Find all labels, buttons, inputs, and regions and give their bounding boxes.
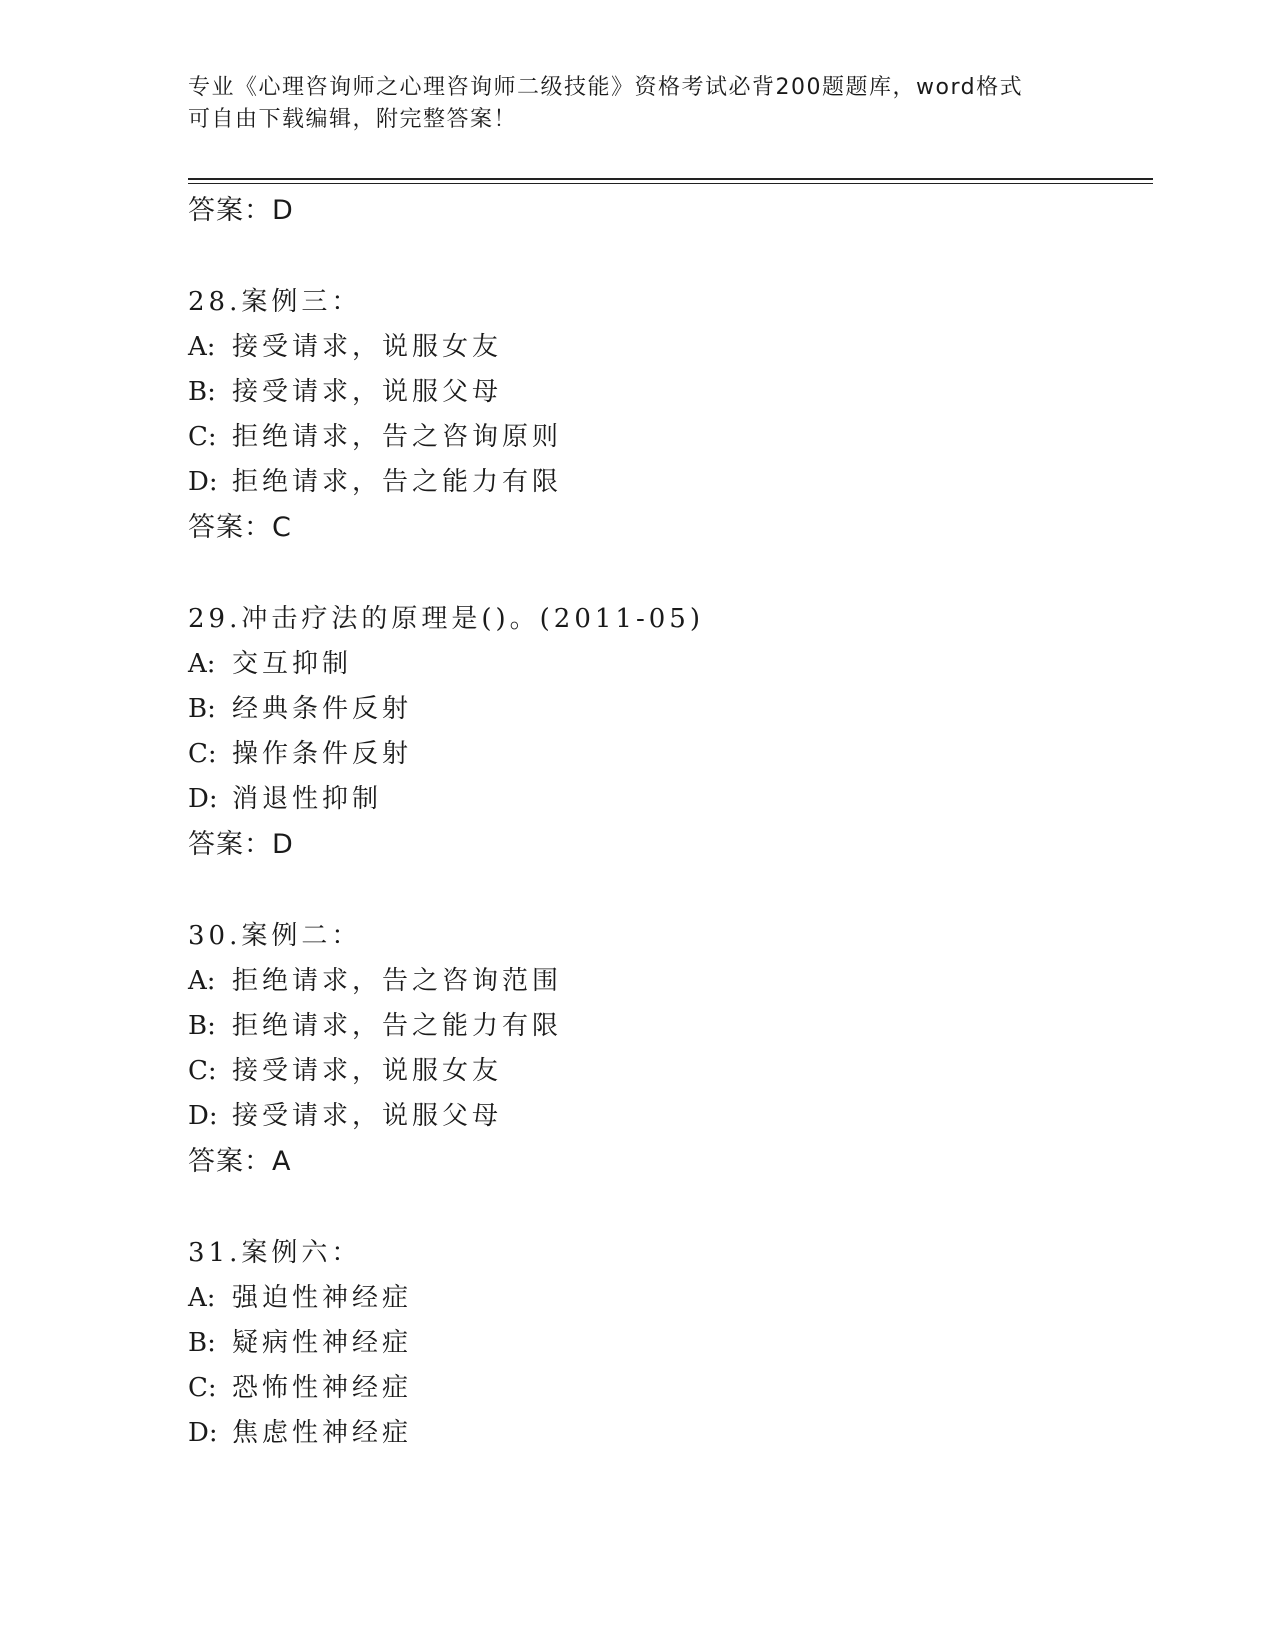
option-letter: A: <box>188 966 216 996</box>
header-line-1: 专业《心理咨询师之心理咨询师二级技能》资格考试必背200题题库，word格式 <box>188 75 1024 100</box>
spacer <box>188 551 1148 596</box>
option-letter: D: <box>188 1418 218 1448</box>
header-rule-thin <box>188 183 1153 184</box>
answer-line <box>188 1139 1148 1185</box>
option-text: 疑病性神经症 <box>232 1328 413 1358</box>
option-text: 经典条件反射 <box>232 694 413 724</box>
page-header <box>188 72 1088 136</box>
option-letter: C: <box>188 422 217 452</box>
question-stem: 30.案例二： <box>188 921 362 951</box>
question-stem: 31.案例六： <box>188 1238 362 1268</box>
option-letter: D: <box>188 1101 218 1131</box>
question-stem: 29.冲击疗法的原理是()。(2011-05) <box>188 604 704 634</box>
option-text: 接受请求，说服父母 <box>232 377 503 407</box>
header-line-2: 可自由下载编辑，附完整答案！ <box>188 107 518 132</box>
answer-label: 答案： <box>188 1146 272 1177</box>
option-a <box>188 959 1148 1004</box>
option-letter: C: <box>188 739 217 769</box>
answer-line <box>188 505 1148 551</box>
header-rule <box>188 178 1153 180</box>
option-d <box>188 1411 1148 1456</box>
option-a <box>188 325 1148 370</box>
option-text: 拒绝请求，告之能力有限 <box>232 1011 563 1041</box>
option-c <box>188 732 1148 777</box>
answer-label: 答案： <box>188 829 272 860</box>
question-block <box>188 279 1148 551</box>
option-c <box>188 1366 1148 1411</box>
answer-key: A <box>272 1146 291 1177</box>
option-b <box>188 1321 1148 1366</box>
option-letter: D: <box>188 784 218 814</box>
answer-key: D <box>272 829 293 860</box>
option-text: 拒绝请求，告之咨询原则 <box>232 422 563 452</box>
option-text: 拒绝请求，告之咨询范围 <box>232 966 563 996</box>
question-stem: 28.案例三： <box>188 287 362 317</box>
question-block <box>188 1230 1148 1456</box>
option-c <box>188 1049 1148 1094</box>
option-letter: C: <box>188 1056 217 1086</box>
option-text: 强迫性神经症 <box>232 1283 413 1313</box>
option-d <box>188 1094 1148 1139</box>
option-text: 操作条件反射 <box>232 739 413 769</box>
answer-key: C <box>272 512 291 543</box>
option-letter: A: <box>188 649 216 679</box>
option-text: 消退性抑制 <box>232 784 383 814</box>
option-d <box>188 777 1148 822</box>
spacer <box>188 234 1148 279</box>
option-letter: B: <box>188 1328 216 1358</box>
option-letter: A: <box>188 1283 216 1313</box>
option-letter: B: <box>188 377 216 407</box>
question-block <box>188 913 1148 1185</box>
option-letter: B: <box>188 694 216 724</box>
option-b <box>188 370 1148 415</box>
option-text: 交互抑制 <box>232 649 353 679</box>
option-b <box>188 1004 1148 1049</box>
option-text: 接受请求，说服女友 <box>232 332 503 362</box>
spacer <box>188 868 1148 913</box>
option-letter: B: <box>188 1011 216 1041</box>
option-text: 接受请求，说服女友 <box>232 1056 503 1086</box>
answer-label: 答案： <box>188 195 272 226</box>
question-block <box>188 596 1148 868</box>
answer-line <box>188 822 1148 868</box>
question-content <box>188 188 1148 1456</box>
spacer <box>188 1185 1148 1230</box>
answer-label: 答案： <box>188 512 272 543</box>
option-letter: D: <box>188 467 218 497</box>
option-d <box>188 460 1148 505</box>
option-c <box>188 415 1148 460</box>
option-a <box>188 1276 1148 1321</box>
answer-key: D <box>272 195 293 226</box>
option-letter: C: <box>188 1373 217 1403</box>
option-text: 恐怖性神经症 <box>232 1373 413 1403</box>
option-text: 拒绝请求，告之能力有限 <box>232 467 563 497</box>
option-text: 接受请求，说服父母 <box>232 1101 503 1131</box>
option-b <box>188 687 1148 732</box>
option-a <box>188 642 1148 687</box>
option-letter: A: <box>188 332 216 362</box>
option-text: 焦虑性神经症 <box>232 1418 413 1448</box>
answer-line <box>188 188 1148 234</box>
